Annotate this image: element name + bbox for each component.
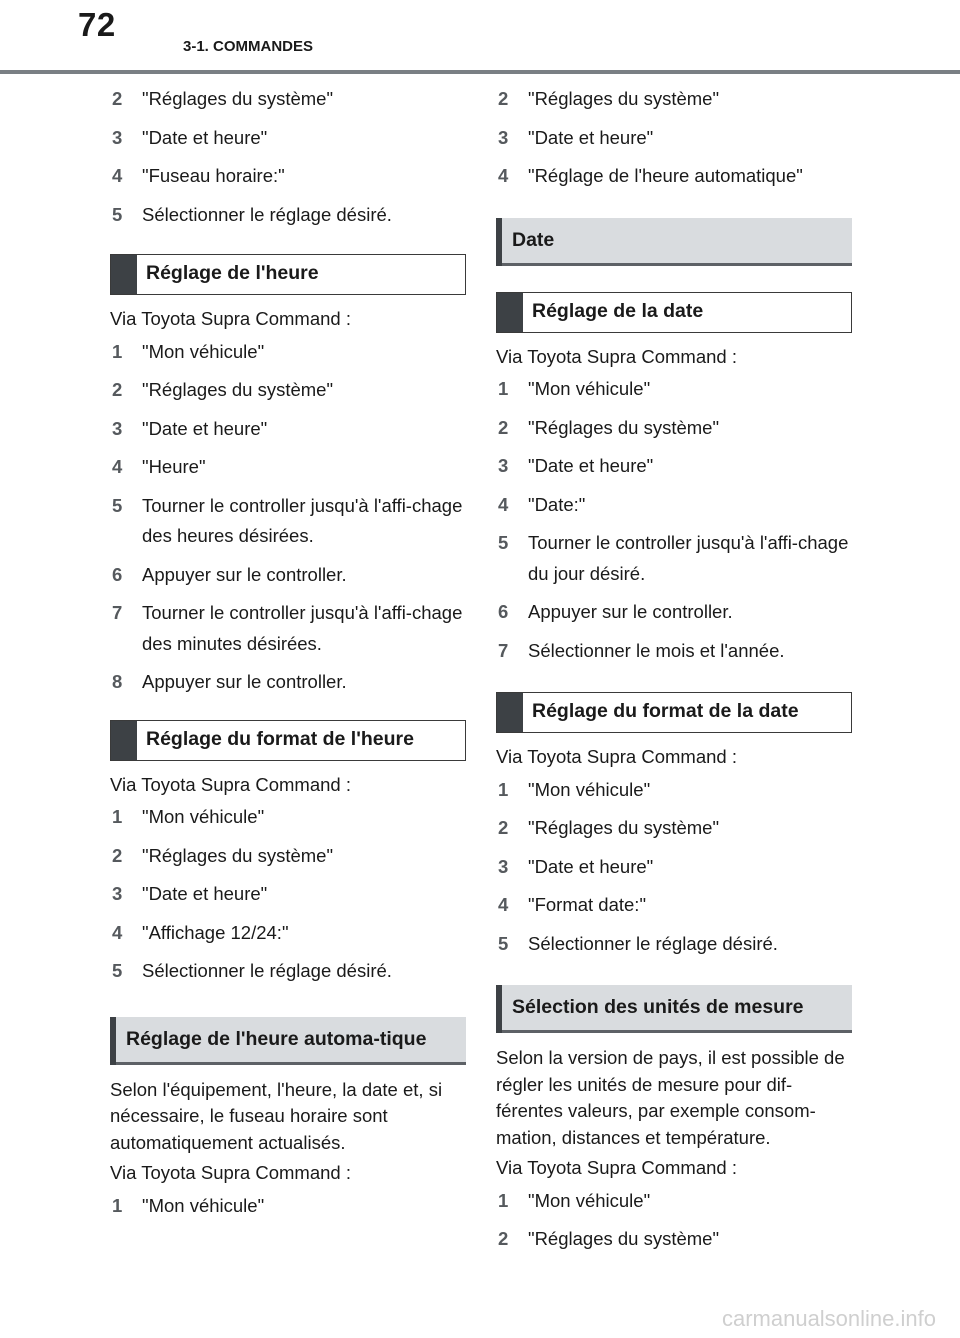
step-text: Tourner le controller jusqu'à l'affi-chage des minutes désirées. [142,602,463,654]
step-number: 2 [498,88,509,109]
step-number: 7 [498,639,509,661]
section-title: 3-1. COMMANDES [183,38,314,55]
step-text: "Mon véhicule" [528,378,651,399]
step-list [110,337,466,698]
step-number: 4 [112,456,123,477]
step-text: Tourner le controller jusqu'à l'affi-chage des heures désirées. [142,494,463,546]
section-heading-date: Date [496,218,852,266]
step-item [496,929,852,960]
step-number: 2 [498,1228,509,1249]
step-item [110,452,466,483]
step-text: "Date et heure" [528,455,654,476]
step-text: Sélectionner le réglage désiré. [528,932,778,954]
step-item [110,337,466,368]
step-number: 5 [498,532,509,553]
step-text: "Réglages du système" [142,379,334,400]
step-text: "Affichage 12/24:" [142,921,289,943]
step-item [496,636,852,667]
step-text: "Date et heure" [528,126,654,148]
step-list [496,1186,852,1255]
step-item [110,560,466,591]
step-item [496,490,852,521]
step-item [110,1191,466,1222]
step-item [496,890,852,921]
step-number: 3 [112,883,123,904]
step-text: "Date et heure" [528,855,654,877]
step-text: "Date et heure" [142,126,268,148]
step-number: 2 [112,844,123,866]
step-number: 3 [498,455,509,476]
step-text: Tourner le controller jusqu'à l'affi-chage du jour désiré. [528,532,849,584]
step-number: 3 [112,417,123,439]
step-item [110,123,466,154]
section-heading-auto-time: Réglage de l'heure automa-tique [110,1017,466,1065]
step-item [496,775,852,806]
body-paragraph: Selon l'équipement, l'heure, la date et, si nécessaire, le fuseau horaire sont automatiquement actualisés. [110,1078,443,1153]
step-item [496,528,852,589]
step-text: "Mon véhicule" [528,778,651,800]
step-item [496,1186,852,1217]
step-text: "Réglages du système" [528,817,720,838]
step-text: "Fuseau horaire:" [142,165,285,186]
step-text: "Mon véhicule" [142,340,265,362]
intro-text: Via Toyota Supra Command : [496,345,737,367]
intro-text: Via Toyota Supra Command : [110,773,351,795]
left-column [110,84,466,1229]
step-number: 4 [112,921,123,943]
step-number: 3 [498,855,509,877]
step-item [496,374,852,405]
step-number: 2 [112,88,123,109]
step-text: Sélectionner le mois et l'année. [528,639,785,661]
step-item [496,84,852,115]
step-item [110,200,466,231]
section-heading-time-setting: Réglage de l'heure [110,254,466,295]
step-number: 1 [498,378,509,399]
step-item [110,414,466,445]
step-number: 3 [498,126,509,148]
step-text: "Réglages du système" [142,88,334,109]
step-item [110,84,466,115]
step-number: 4 [498,493,509,515]
intro-text: Via Toyota Supra Command : [496,1157,737,1178]
step-list [496,775,852,960]
step-number: 5 [498,932,509,954]
step-number: 1 [112,340,123,362]
step-item [110,802,466,833]
step-text: "Réglage de l'heure automatique" [528,165,803,186]
step-list [496,84,852,192]
step-item [110,879,466,910]
step-number: 3 [112,126,123,148]
body-paragraph: Selon la version de pays, il est possible de régler les unités de mesure pour dif-férentes valeurs, par exemple consom-mation, distances et température. [496,1047,845,1148]
step-list [496,374,852,666]
step-text: Sélectionner le réglage désiré. [142,203,392,225]
step-text: "Réglages du système" [528,88,720,109]
page-header [0,0,960,76]
step-number: 4 [498,165,509,186]
step-item [496,852,852,883]
step-item [496,1224,852,1255]
step-list [110,802,466,987]
step-item [110,667,466,698]
step-item [110,918,466,949]
step-text: "Réglages du système" [528,1228,720,1249]
step-item [496,597,852,628]
intro-text: Via Toyota Supra Command : [110,1162,351,1183]
page-number: 72 [78,6,116,43]
step-item [110,956,466,987]
step-item [110,161,466,192]
step-number: 5 [112,203,123,225]
step-number: 8 [112,671,123,692]
intro-text: Via Toyota Supra Command : [496,746,737,767]
step-number: 6 [112,563,123,585]
step-item [496,161,852,192]
step-text: "Date et heure" [142,883,268,904]
step-item [496,123,852,154]
step-item [496,451,852,482]
step-number: 2 [112,379,123,400]
step-item [110,598,466,659]
step-number: 4 [498,894,509,915]
step-item [496,813,852,844]
step-number: 2 [498,416,509,438]
step-text: "Date et heure" [142,417,268,439]
step-text: Sélectionner le réglage désiré. [142,960,392,981]
step-text: "Format date:" [528,894,647,915]
intro-text: Via Toyota Supra Command : [110,308,351,329]
step-text: "Date:" [528,493,586,515]
section-heading-units: Sélection des unités de mesure [496,985,852,1033]
step-number: 5 [112,960,123,981]
step-number: 2 [498,817,509,838]
step-number: 7 [112,602,123,623]
section-heading-time-format: Réglage du format de l'heure [110,720,466,761]
step-text: Appuyer sur le controller. [142,671,347,692]
step-item [110,841,466,872]
step-number: 5 [112,494,123,516]
step-text: Appuyer sur le controller. [142,563,347,585]
header-divider [0,70,960,74]
step-text: "Réglages du système" [528,416,720,438]
step-text: "Mon véhicule" [142,1194,265,1216]
step-list [110,1191,466,1222]
section-heading-date-setting: Réglage de la date [496,292,852,333]
step-text: "Mon véhicule" [528,1189,651,1211]
right-column [496,84,852,1263]
watermark-text: carmanualsonline.info [721,1306,936,1331]
step-number: 1 [112,806,123,827]
section-heading-date-format: Réglage du format de la date [496,692,852,733]
step-number: 6 [498,601,509,622]
step-text: "Réglages du système" [142,844,334,866]
step-number: 1 [112,1194,123,1216]
step-text: Appuyer sur le controller. [528,601,733,622]
step-number: 1 [498,1189,509,1211]
step-item [110,491,466,552]
step-text: "Heure" [142,456,206,477]
step-text: "Mon véhicule" [142,806,265,827]
step-number: 4 [112,165,123,186]
step-item [496,413,852,444]
step-item [110,375,466,406]
step-number: 1 [498,778,509,800]
step-list [110,84,466,230]
